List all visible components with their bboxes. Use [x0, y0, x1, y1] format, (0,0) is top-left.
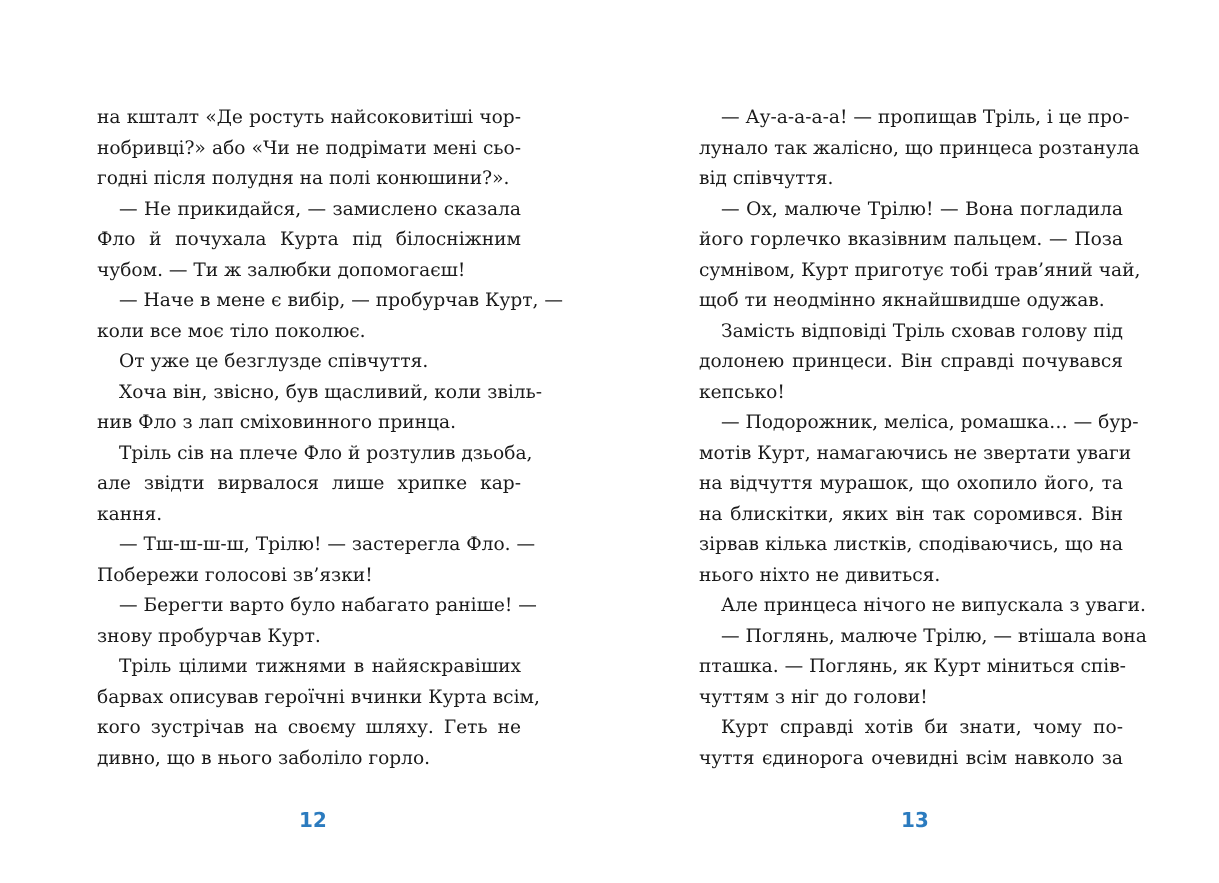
text-line: — Ох, малюче Трілю! — Вона погладила	[721, 198, 1123, 220]
page-number: 13	[901, 808, 929, 832]
text-line: пташка. — Поглянь, як Курт міниться спів-	[699, 656, 1126, 677]
text-line: — Берегти варто було набагато раніше! —	[119, 595, 537, 616]
text-line: Але принцеса нічого не випускала з уваги.	[721, 595, 1146, 616]
text-line: коли все моє тіло поколює.	[97, 320, 366, 342]
text-line: Побережи голосові зв’язки!	[97, 564, 373, 586]
page-number: 12	[299, 808, 327, 832]
text-line: зірвав кілька листків, сподіваючись, що на	[699, 534, 1123, 555]
text-line: чуттям з ніг до голови!	[699, 686, 928, 708]
text-line: Тріль цілими тижнями в найяскравіших	[119, 656, 521, 677]
text-line: чуття єдинорога очевидні всім навколо за	[699, 747, 1123, 769]
text-line: Замість відповіді Тріль сховав голову під	[721, 320, 1123, 342]
text-line: Тріль сів на плече Фло й розтулив дзьоба,	[119, 442, 533, 464]
text-line: нього ніхто не дивиться.	[699, 564, 941, 586]
text-line: нив Фло з лап сміховинного принца.	[97, 412, 456, 433]
text-line: на блискітки, яких він так соромився. Він	[699, 503, 1123, 525]
text-line: кепсько!	[699, 381, 785, 403]
text-line: чубом. — Ти ж залюбки допомогаєш!	[97, 259, 466, 281]
text-line: мотів Курт, намагаючись не звертати уваги	[699, 442, 1132, 464]
left-page-text	[97, 103, 563, 774]
text-line: — Ау-а-а-а-а! — пропищав Тріль, і це про-	[721, 107, 1130, 128]
text-line: барвах описував героїчні вчинки Курта всім,	[97, 686, 540, 708]
text-line: Хоча він, звісно, був щасливий, коли звіль-	[119, 381, 543, 403]
text-line: От уже це безглузде співчуття.	[119, 351, 429, 372]
text-line: щоб ти неодмінно якнайшвидше одужав.	[699, 290, 1105, 311]
text-line: Фло й почухала Курта під білосніжним	[97, 229, 521, 250]
text-line: від співчуття.	[699, 168, 834, 189]
text-line: сумнівом, Курт приготує тобі трав’яний чай,	[699, 259, 1141, 281]
text-line: на кшталт «Де ростуть найсоковитіші чор-	[97, 107, 521, 128]
text-line: лунало так жалісно, що принцеса розтанула	[699, 137, 1140, 159]
text-line: кого зустрічав на своєму шляху. Геть не	[97, 717, 521, 738]
text-line: — Наче в мене є вибір, — пробурчав Курт, —	[119, 290, 563, 311]
left-page	[0, 0, 609, 883]
text-line: його горлечко вказівним пальцем. — Поза	[699, 229, 1123, 250]
text-line: Курт справді хотів би знати, чому по-	[721, 717, 1123, 738]
text-line: — Не прикидайся, — замислено сказала	[119, 198, 521, 220]
text-line: — Поглянь, малюче Трілю, — втішала вона	[721, 625, 1147, 647]
text-line: годні після полудня на полі конюшини?».	[97, 168, 510, 189]
text-line: дивно, що в нього заболіло горло.	[97, 747, 431, 769]
text-line: кання.	[97, 503, 163, 525]
text-line: на відчуття мурашок, що охопило його, та	[699, 473, 1123, 494]
text-line: нобривці?» або «Чи не подрімати мені сьо-	[97, 137, 521, 159]
right-page-text	[699, 103, 1147, 774]
text-line: але звідти вирвалося лише хрипке кар-	[97, 473, 521, 494]
text-line: — Подорожник, меліса, ромашка… — бур-	[721, 412, 1139, 433]
text-line: знову пробурчав Курт.	[97, 625, 321, 647]
right-page	[609, 0, 1219, 883]
text-line: долонею принцеси. Він справді почувався	[699, 351, 1123, 372]
text-line: — Тш-ш-ш-ш, Трілю! — застерегла Фло. —	[119, 534, 536, 555]
